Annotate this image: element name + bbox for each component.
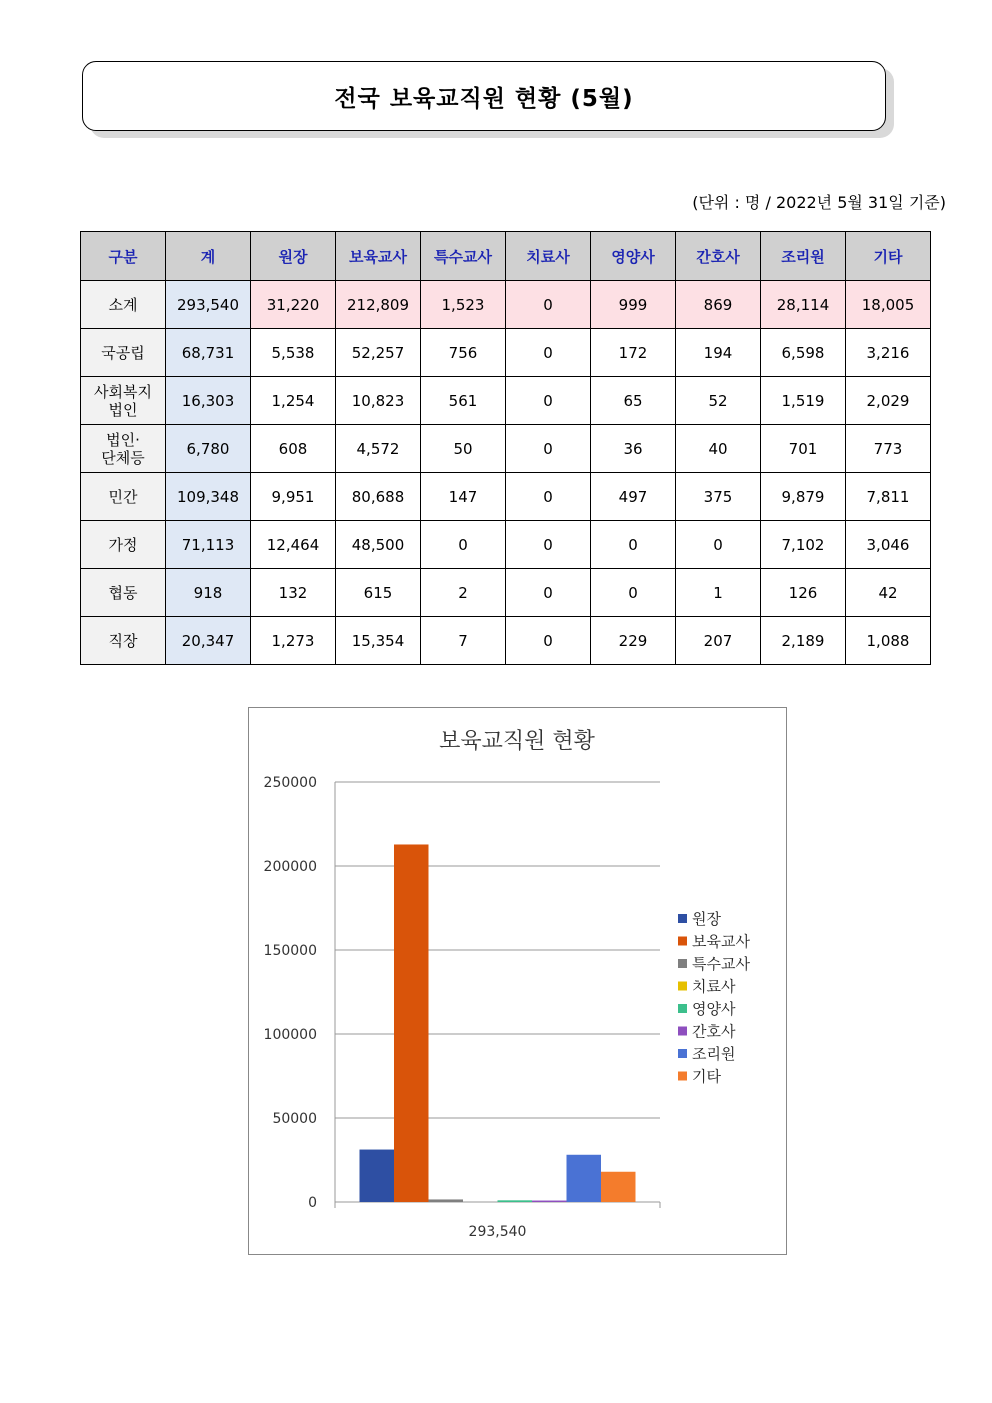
chart-frame — [248, 707, 787, 1255]
table-row — [81, 425, 931, 473]
value-cell: 773 — [846, 425, 931, 473]
value-cell: 212,809 — [336, 281, 421, 329]
value-cell: 0 — [506, 377, 591, 425]
row-label — [81, 473, 166, 521]
bar-chart — [249, 708, 786, 1254]
unit-note: (단위 : 명 / 2022년 5월 31일 기준) — [692, 193, 946, 212]
y-tick-label: 0 — [308, 1195, 317, 1211]
row-label-line: 법인 — [108, 400, 138, 419]
value-cell: 0 — [506, 281, 591, 329]
bar-3 — [429, 1199, 464, 1202]
value-cell: 229 — [591, 617, 676, 665]
chart-title: 보육교직원 현황 — [439, 729, 595, 754]
value-cell: 50 — [421, 425, 506, 473]
value-cell: 6,598 — [761, 329, 846, 377]
bar-7 — [567, 1155, 602, 1202]
table-row — [81, 521, 931, 569]
header-cell: 원장 — [251, 232, 336, 281]
legend-label: 원장 — [692, 910, 721, 928]
value-cell: 1,273 — [251, 617, 336, 665]
value-cell: 0 — [506, 329, 591, 377]
row-label — [81, 281, 166, 329]
value-cell: 10,823 — [336, 377, 421, 425]
value-cell: 1,088 — [846, 617, 931, 665]
table-row — [81, 569, 931, 617]
legend-swatch — [678, 1004, 687, 1013]
legend-swatch — [678, 937, 687, 946]
bar-5 — [498, 1200, 533, 1202]
header-cell: 보육교사 — [336, 232, 421, 281]
row-label-line: 민간 — [108, 487, 138, 506]
row-label — [81, 329, 166, 377]
value-cell: 40 — [676, 425, 761, 473]
y-tick-label: 100000 — [263, 1027, 317, 1043]
value-cell: 0 — [676, 521, 761, 569]
value-cell: 1,523 — [421, 281, 506, 329]
value-cell: 7,102 — [761, 521, 846, 569]
bar-2 — [394, 844, 429, 1202]
legend-swatch — [678, 1072, 687, 1081]
value-cell: 756 — [421, 329, 506, 377]
value-cell: 126 — [761, 569, 846, 617]
header-cell: 기타 — [846, 232, 931, 281]
total-cell: 918 — [166, 569, 251, 617]
value-cell: 4,572 — [336, 425, 421, 473]
legend-label: 특수교사 — [692, 955, 750, 973]
legend-swatch — [678, 959, 687, 968]
y-tick-label: 50000 — [272, 1111, 317, 1127]
row-label-line: 직장 — [108, 631, 138, 650]
value-cell: 0 — [591, 569, 676, 617]
table-row — [81, 377, 931, 425]
legend-label: 조리원 — [692, 1045, 736, 1063]
header-cell: 치료사 — [506, 232, 591, 281]
value-cell: 615 — [336, 569, 421, 617]
row-label — [81, 521, 166, 569]
table-row — [81, 473, 931, 521]
header-cell: 구분 — [81, 232, 166, 281]
value-cell: 869 — [676, 281, 761, 329]
value-cell: 80,688 — [336, 473, 421, 521]
value-cell: 701 — [761, 425, 846, 473]
page-title: 전국 보육교직원 현황 (5월) — [334, 85, 634, 112]
total-cell: 68,731 — [166, 329, 251, 377]
value-cell: 2,029 — [846, 377, 931, 425]
table-row — [81, 329, 931, 377]
row-label — [81, 617, 166, 665]
legend-label: 보육교사 — [692, 932, 750, 951]
value-cell: 2,189 — [761, 617, 846, 665]
y-tick-label: 250000 — [263, 775, 317, 791]
row-label — [81, 569, 166, 617]
staff-table — [80, 231, 931, 665]
value-cell: 48,500 — [336, 521, 421, 569]
value-cell: 0 — [506, 425, 591, 473]
header-cell: 영양사 — [591, 232, 676, 281]
title-box — [82, 61, 886, 131]
value-cell: 0 — [506, 617, 591, 665]
total-cell: 109,348 — [166, 473, 251, 521]
row-label-line: 법인· — [106, 430, 140, 449]
legend-label: 기타 — [692, 1067, 721, 1086]
value-cell: 0 — [421, 521, 506, 569]
value-cell: 3,216 — [846, 329, 931, 377]
header-cell: 특수교사 — [421, 232, 506, 281]
bar-1 — [360, 1150, 395, 1202]
legend-label: 치료사 — [692, 977, 736, 996]
value-cell: 0 — [506, 521, 591, 569]
value-cell: 561 — [421, 377, 506, 425]
value-cell: 1,519 — [761, 377, 846, 425]
value-cell: 12,464 — [251, 521, 336, 569]
table-row — [81, 617, 931, 665]
y-tick-label: 200000 — [263, 859, 317, 875]
total-cell: 6,780 — [166, 425, 251, 473]
value-cell: 2 — [421, 569, 506, 617]
value-cell: 1 — [676, 569, 761, 617]
value-cell: 18,005 — [846, 281, 931, 329]
legend-swatch — [678, 1027, 687, 1036]
value-cell: 7 — [421, 617, 506, 665]
row-label-line: 국공립 — [101, 343, 145, 362]
value-cell: 375 — [676, 473, 761, 521]
value-cell: 207 — [676, 617, 761, 665]
header-cell: 계 — [166, 232, 251, 281]
value-cell: 15,354 — [336, 617, 421, 665]
header-cell: 간호사 — [676, 232, 761, 281]
row-label — [81, 425, 166, 473]
value-cell: 52,257 — [336, 329, 421, 377]
value-cell: 172 — [591, 329, 676, 377]
value-cell: 497 — [591, 473, 676, 521]
value-cell: 0 — [506, 569, 591, 617]
table-header-row — [81, 232, 931, 281]
value-cell: 0 — [591, 521, 676, 569]
value-cell: 147 — [421, 473, 506, 521]
header-cell: 조리원 — [761, 232, 846, 281]
total-cell: 71,113 — [166, 521, 251, 569]
row-label-line: 사회복지 — [94, 382, 152, 401]
y-tick-label: 150000 — [263, 943, 317, 959]
total-cell: 293,540 — [166, 281, 251, 329]
value-cell: 3,046 — [846, 521, 931, 569]
value-cell: 7,811 — [846, 473, 931, 521]
value-cell: 52 — [676, 377, 761, 425]
bar-6 — [532, 1201, 567, 1202]
value-cell: 1,254 — [251, 377, 336, 425]
value-cell: 999 — [591, 281, 676, 329]
legend-swatch — [678, 914, 687, 923]
value-cell: 65 — [591, 377, 676, 425]
value-cell: 28,114 — [761, 281, 846, 329]
legend-label: 간호사 — [692, 1022, 736, 1041]
x-category-label: 293,540 — [468, 1224, 527, 1240]
value-cell: 5,538 — [251, 329, 336, 377]
row-label — [81, 377, 166, 425]
value-cell: 0 — [506, 473, 591, 521]
value-cell: 36 — [591, 425, 676, 473]
legend-swatch — [678, 982, 687, 991]
table-body — [81, 281, 931, 665]
row-label-line: 단체등 — [101, 448, 145, 467]
value-cell: 31,220 — [251, 281, 336, 329]
row-label-line: 소계 — [108, 295, 138, 314]
row-label-line: 협동 — [108, 583, 138, 602]
bar-8 — [601, 1172, 636, 1202]
value-cell: 9,951 — [251, 473, 336, 521]
value-cell: 194 — [676, 329, 761, 377]
value-cell: 132 — [251, 569, 336, 617]
legend-label: 영양사 — [692, 1000, 736, 1018]
row-label-line: 가정 — [108, 535, 138, 554]
total-cell: 16,303 — [166, 377, 251, 425]
table-row — [81, 281, 931, 329]
value-cell: 9,879 — [761, 473, 846, 521]
value-cell: 608 — [251, 425, 336, 473]
total-cell: 20,347 — [166, 617, 251, 665]
value-cell: 42 — [846, 569, 931, 617]
legend-swatch — [678, 1049, 687, 1058]
